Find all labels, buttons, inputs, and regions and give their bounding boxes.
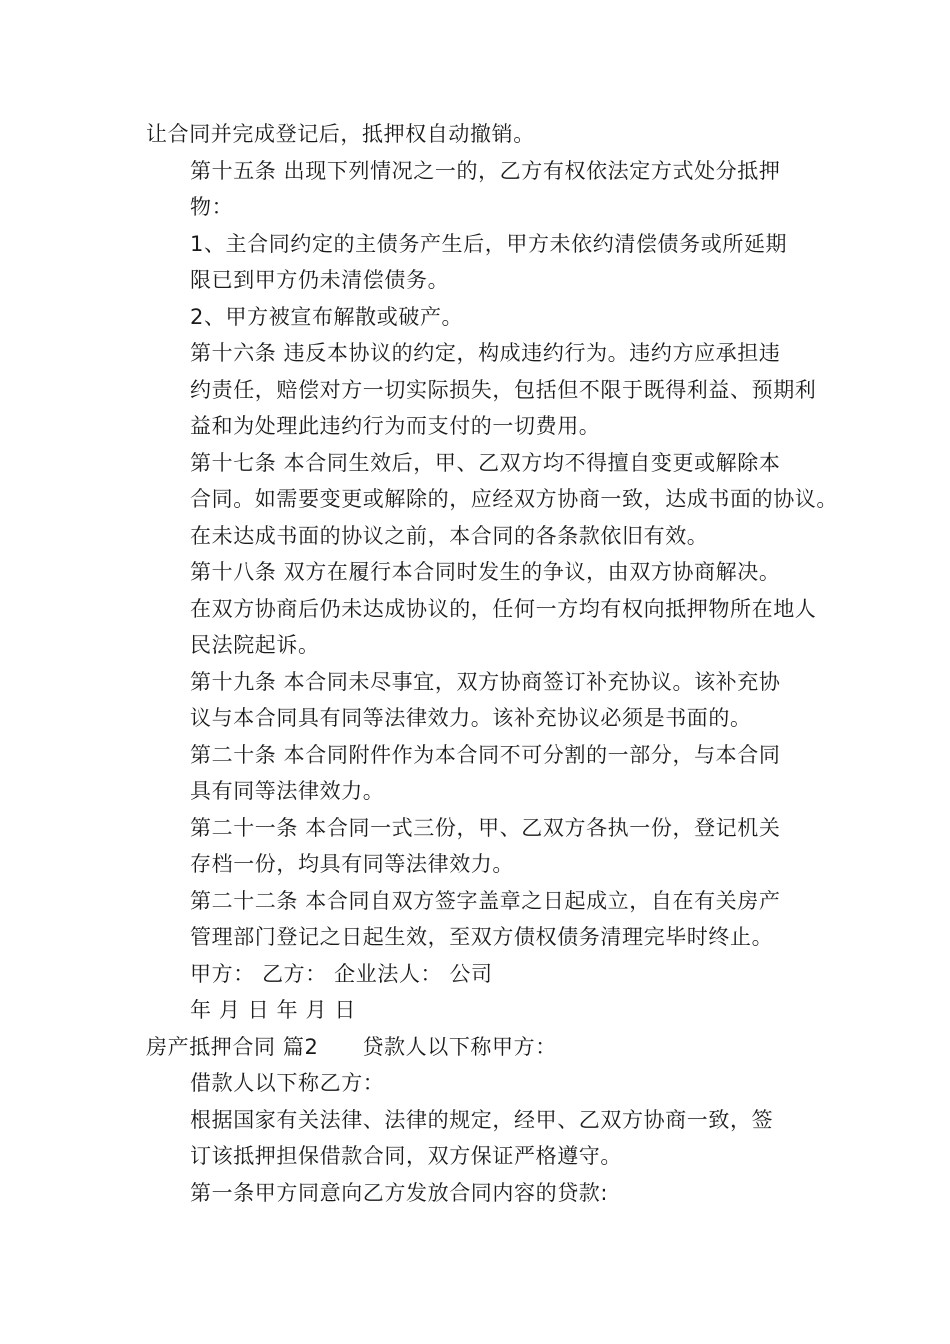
paragraph-line: 第十五条 出现下列情况之一的，乙方有权依法定方式处分抵押 <box>190 158 781 183</box>
paragraph-line: 根据国家有关法律、法律的规定，经甲、乙双方协商一致，签 <box>190 1107 774 1132</box>
paragraph-line: 具有同等法律效力。 <box>190 779 385 803</box>
paragraph <box>146 883 818 956</box>
paragraph-line: 2、甲方被宣布解散或破产。 <box>190 304 464 329</box>
paragraph-line: 第十九条 本合同未尽事宜，双方协商签订补充协议。该补充协 <box>190 669 781 694</box>
paragraph-line: 民法院起诉。 <box>190 633 320 657</box>
paragraph <box>146 992 818 1029</box>
paragraph-line: 第十六条 违反本协议的约定，构成违约行为。违约方应承担违 <box>190 341 781 365</box>
paragraph <box>146 1065 818 1102</box>
paragraph-group-after <box>146 1065 818 1211</box>
paragraph-line: 在未达成书面的协议之前，本合同的各条款依旧有效。 <box>190 523 709 548</box>
document-body <box>146 116 838 1211</box>
section-heading-title: 房产抵押合同 篇2 <box>146 1034 319 1059</box>
paragraph <box>146 810 818 883</box>
paragraph-line: 第十七条 本合同生效后，甲、乙双方均不得擅自变更或解除本 <box>190 450 781 475</box>
paragraph-line: 管理部门登记之日起生效，至双方债权债务清理完毕时终止。 <box>190 925 774 949</box>
paragraph-line: 订该抵押担保借款合同，双方保证严格遵守。 <box>190 1144 622 1168</box>
paragraph-line: 存档一份，均具有同等法律效力。 <box>190 852 514 876</box>
paragraph <box>146 445 838 555</box>
section-heading-line <box>146 1029 818 1066</box>
section-heading-first-clause: 贷款人以下称甲方： <box>362 1034 557 1059</box>
paragraph-group-before <box>146 116 838 1029</box>
paragraph-line: 约责任，赔偿对方一切实际损失，包括但不限于既得利益、预期利 <box>190 377 817 402</box>
paragraph-line: 年 月 日 年 月 日 <box>190 998 356 1022</box>
paragraph-line: 在双方协商后仍未达成协议的，任何一方均有权向抵押物所在地人 <box>190 596 817 621</box>
paragraph-line: 第二十一条 本合同一式三份，甲、乙双方各执一份，登记机关 <box>190 815 781 840</box>
paragraph-line: 借款人以下称乙方： <box>190 1071 385 1095</box>
paragraph <box>146 956 818 993</box>
paragraph-line: 让合同并完成登记后，抵押权自动撤销。 <box>146 122 535 146</box>
paragraph-line: 物： <box>190 195 234 219</box>
paragraph <box>146 153 818 226</box>
paragraph-line: 益和为处理此违约行为而支付的一切费用。 <box>190 414 601 438</box>
paragraph <box>146 554 818 664</box>
paragraph <box>146 226 818 299</box>
paragraph-line: 第二十条 本合同附件作为本合同不可分割的一部分，与本合同 <box>190 742 781 767</box>
paragraph <box>146 116 818 153</box>
paragraph-line: 1、主合同约定的主债务产生后，甲方未依约清偿债务或所延期 <box>190 231 788 256</box>
paragraph-line: 第十八条 双方在履行本合同时发生的争议，由双方协商解决。 <box>190 560 781 584</box>
paragraph <box>146 664 818 737</box>
paragraph <box>146 1175 818 1212</box>
paragraph-line: 议与本合同具有同等法律效力。该补充协议必须是书面的。 <box>190 706 752 730</box>
paragraph <box>146 1102 818 1175</box>
paragraph-line: 甲方： 乙方： 企业法人： 公司 <box>190 961 493 986</box>
paragraph <box>146 299 818 336</box>
paragraph-line: 限已到甲方仍未清偿债务。 <box>190 268 450 292</box>
paragraph <box>146 737 818 810</box>
paragraph-line: 合同。如需要变更或解除的，应经双方协商一致，达成书面的协议。 <box>190 487 838 511</box>
paragraph-line: 第一条甲方同意向乙方发放合同内容的贷款: <box>190 1180 609 1205</box>
paragraph <box>146 335 818 445</box>
paragraph-line: 第二十二条 本合同自双方签字盖章之日起成立，自在有关房产 <box>190 888 781 913</box>
